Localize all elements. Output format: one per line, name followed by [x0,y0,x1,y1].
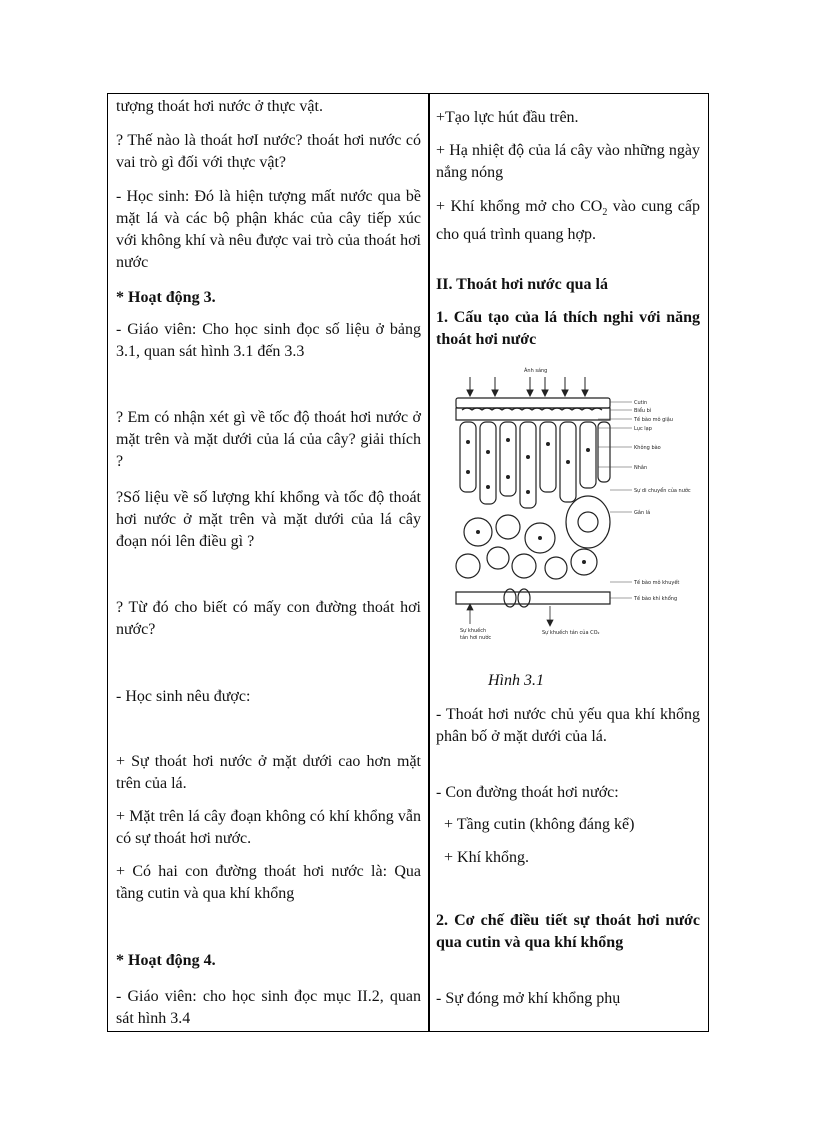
figure-label: Cutin [634,400,648,406]
subsection-heading: 2. Cơ chế điều tiết sự thoát hơi nước qua cutin và qua khí khổng [436,912,700,951]
answer-item: + Có hai con đường thoát hơi nước là: Qua tầng cutin và qua khí khổng [116,863,421,902]
answer-item: + Sự thoát hơi nước ở mặt dưới cao hơn mặt trên của lá. [116,753,421,792]
right-paragraph: - Sự đóng mở khí khổng phụ [436,990,621,1007]
left-paragraph: - Học sinh: Đó là hiện tượng mất nước qua bề mặt lá và các bộ phận khác của cây tiếp xúc với không khí và nêu được vai trò của thoát hơi nước [116,188,421,271]
figure-label: Tế bào khí khổng [634,596,678,602]
figure-label: Biểu bì [634,408,652,414]
leaf-tissue [456,398,610,607]
co2-text-b: vào cung cấp cho quá trình quang hợp. [436,198,700,244]
activity-heading: * Hoạt động 4. [116,952,216,969]
answer-item: + Mặt trên lá cây đoạn không có khí khổng vẫn có sự thoát hơi nước. [116,808,421,847]
figure-label: Nhân [634,465,648,471]
right-paragraph: +Tạo lực hút đầu trên. [436,109,579,126]
light-arrows [467,377,588,396]
co2-subscript: 2 [602,207,608,219]
right-paragraph: - Con đường thoát hơi nước: [436,784,619,801]
question: ? Từ đó cho biết có mấy con đường thoát hơi nước? [116,599,421,638]
leaf-cross-section-figure [438,362,700,652]
section-heading: II. Thoát hơi nước qua lá [436,276,608,293]
figure-label: Sự di chuyển của nước [634,488,691,494]
figure-label: Lục lạp [634,426,652,432]
label-leaders [598,402,632,598]
pathway-item: + Khí khổng. [444,849,530,866]
figure-label: tán hơi nước [460,635,492,641]
figure-label: Không bào [634,445,661,451]
figure-label: Tế bào mô giậu [634,417,673,423]
left-paragraph: ? Thế nào là thoát hơI nước? thoát hơi nước có vai trò gì đối với thực vật? [116,132,421,171]
right-paragraph: + Hạ nhiệt độ của lá cây vào những ngày nắng nóng [436,142,700,181]
figure-label: Sự khuếch tán của CO₂ [542,630,600,636]
right-paragraph: - Thoát hơi nước chủ yếu qua khí khổng phân bố ở mặt dưới của lá. [436,706,700,745]
light-label: Ánh sáng [524,368,548,374]
figure-label: Tế bào mô khuyết [634,580,680,586]
question: ?Số liệu về số lượng khí khổng và tốc độ thoát hơi nước ở mặt trên và mặt dưới của lá cây đoạn nói lên điều gì ? [116,489,421,550]
column-divider [428,94,430,1031]
left-paragraph: tượng thoát hơi nước ở thực vật. [116,98,323,115]
right-paragraph [436,196,700,246]
subsection-heading: 1. Cấu tạo của lá thích nghi với năng thoát hơi nước [436,309,700,348]
figure-label: Sự khuếch [460,628,487,634]
pathway-item: + Tầng cutin (không đáng kể) [444,816,635,833]
chloroplast-dots [466,438,590,564]
lesson-table [107,93,709,1032]
left-paragraph: - Giáo viên: Cho học sinh đọc số liệu ở bảng 3.1, quan sát hình 3.1 đến 3.3 [116,321,421,360]
question: ? Em có nhận xét gì về tốc độ thoát hơi nước ở mặt trên và mặt dưới của lá của cây? giải thích ? [116,409,421,470]
leaf-diagram [438,362,700,652]
activity-heading: * Hoạt động 3. [116,289,216,306]
figure-caption: Hình 3.1 [488,672,544,689]
left-paragraph: - Giáo viên: cho học sinh đọc mục II.2, quan sát hình 3.4 [116,988,421,1027]
figure-label: Gân lá [634,510,651,516]
left-paragraph: - Học sinh nêu được: [116,688,251,705]
co2-text-a: + Khí khổng mở cho CO [436,198,603,215]
